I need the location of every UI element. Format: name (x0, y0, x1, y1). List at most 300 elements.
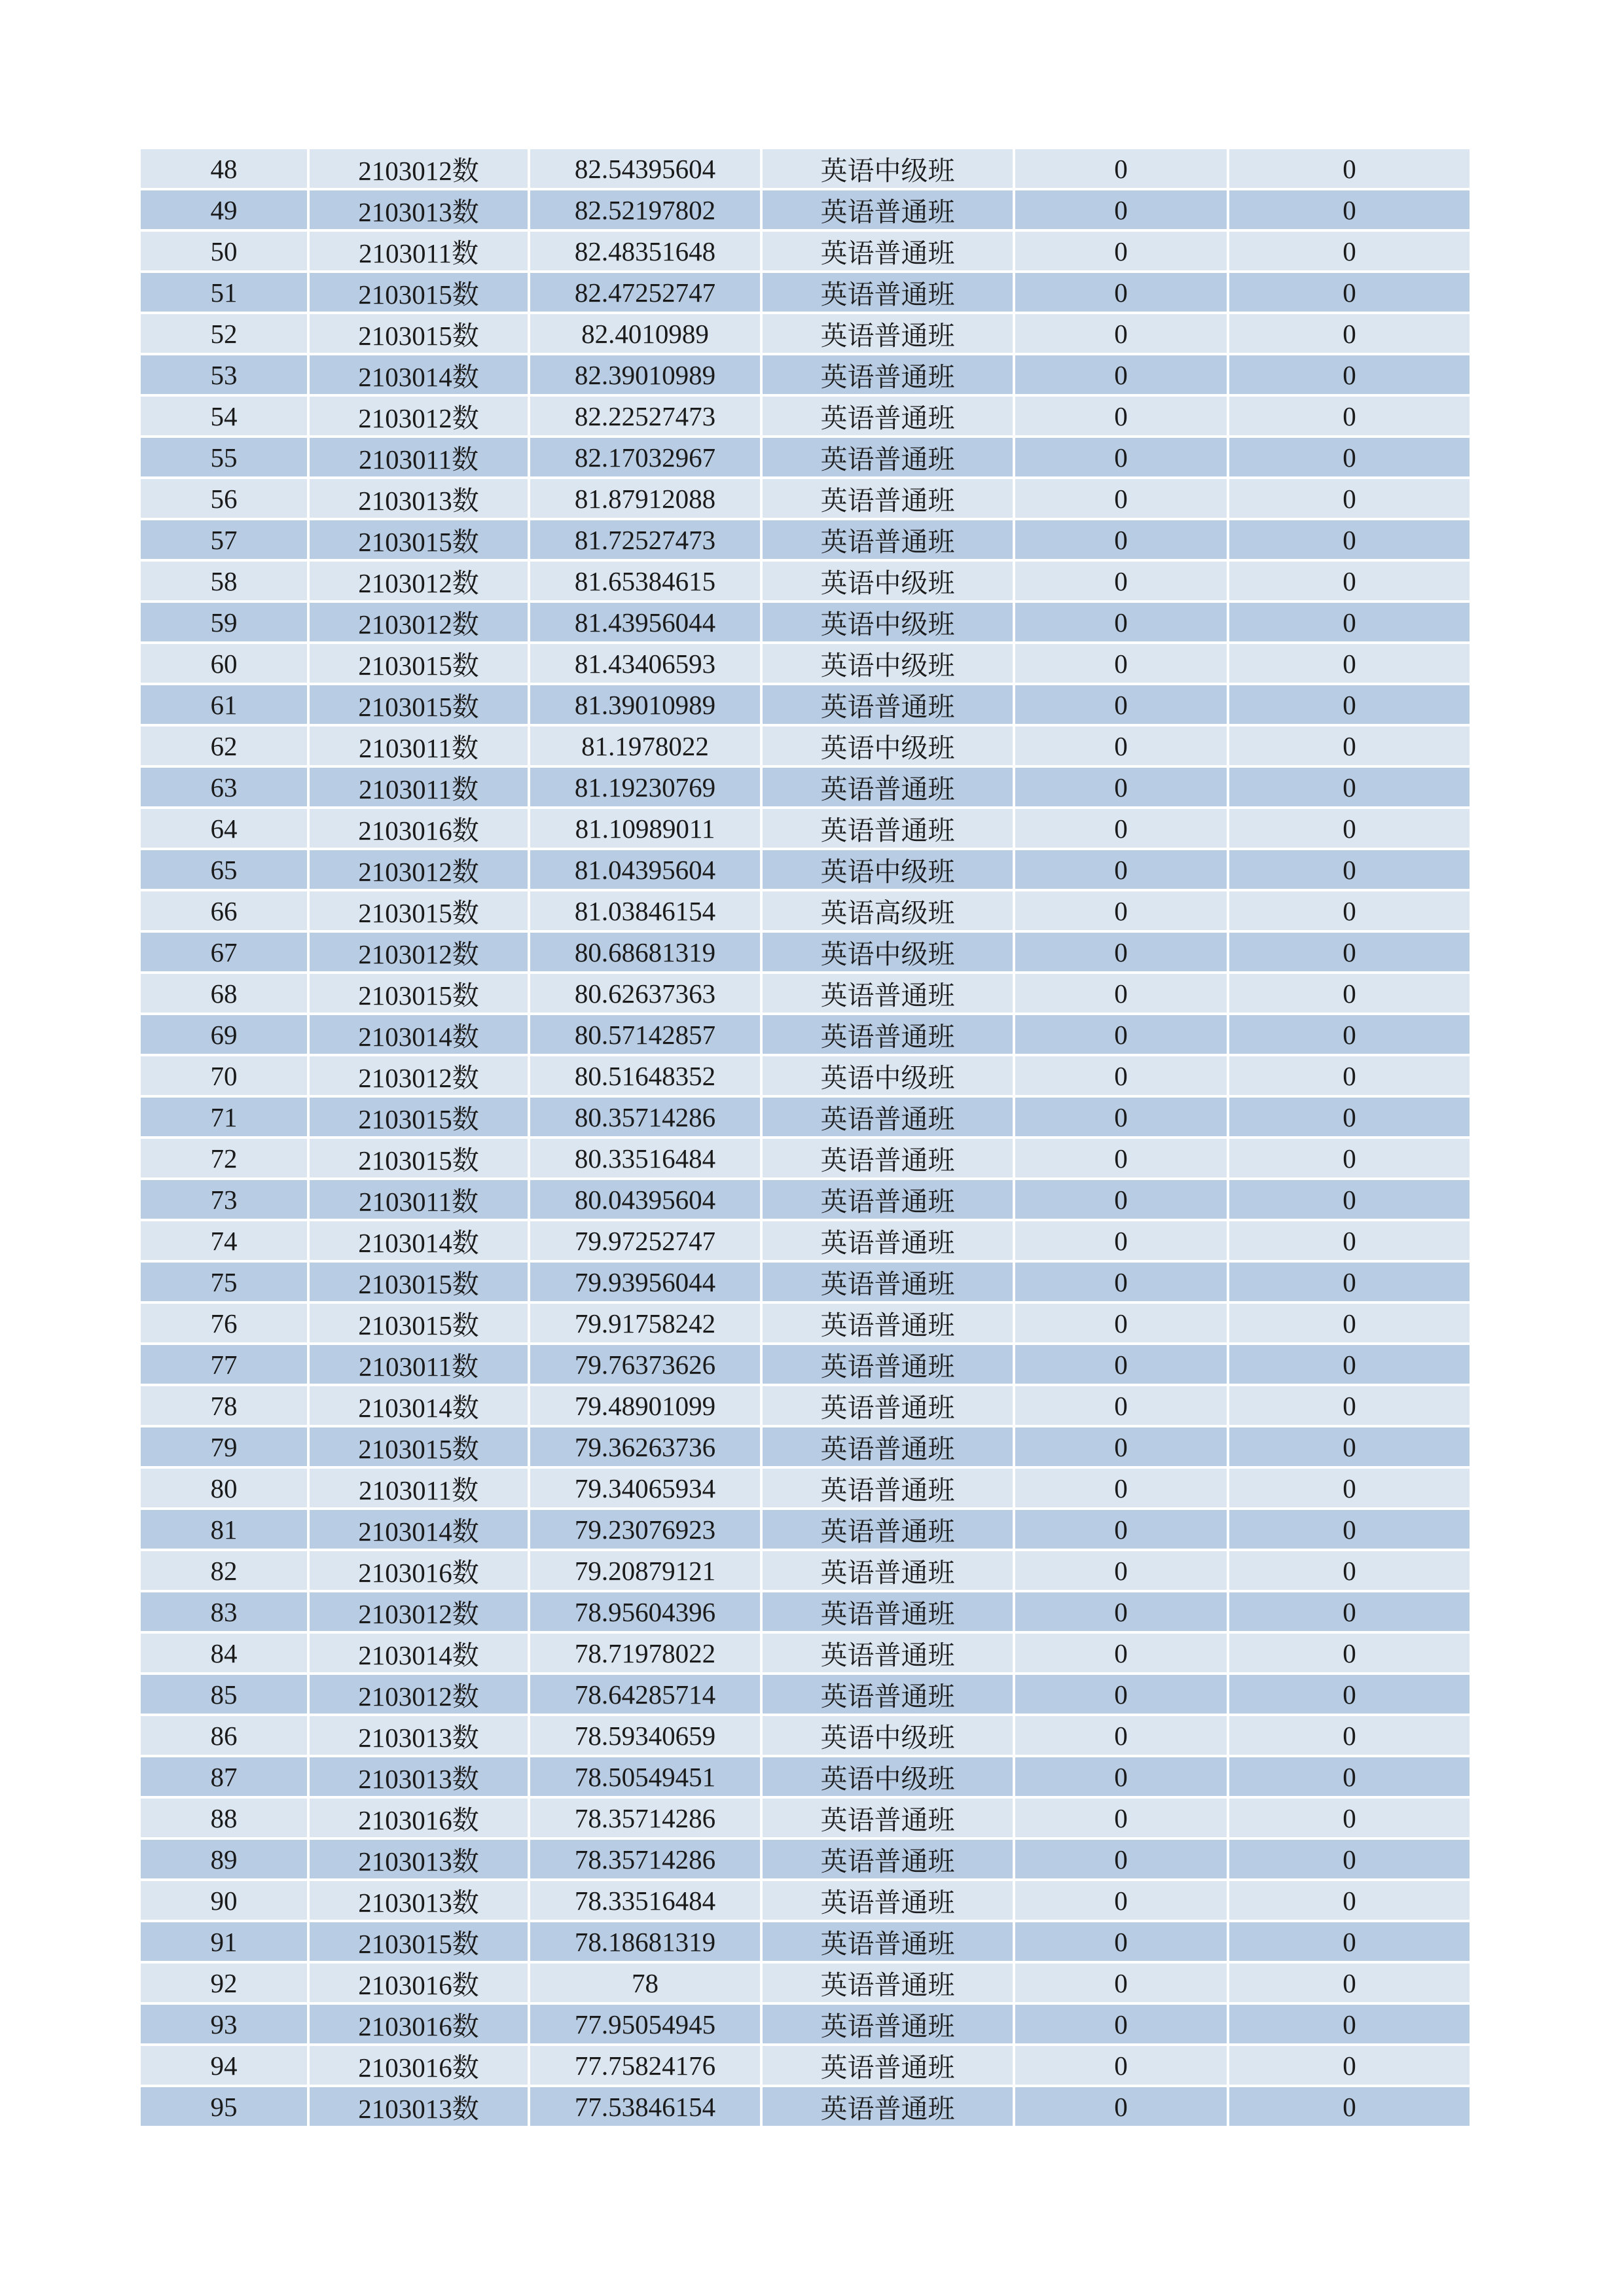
value-a-cell: 0 (1015, 1964, 1229, 2005)
score-cell: 82.52197802 (530, 190, 763, 232)
value-a-cell: 0 (1015, 273, 1229, 314)
value-a-cell: 0 (1015, 768, 1229, 809)
score-cell: 82.4010989 (530, 314, 763, 355)
table-row (141, 190, 1470, 232)
english-level-cell: 英语普通班 (763, 1345, 1015, 1386)
score-cell: 79.34065934 (530, 1469, 763, 1510)
english-level-cell: 英语普通班 (763, 1551, 1015, 1592)
table-row (141, 1469, 1470, 1510)
class-id-cell: 2103012数 (310, 397, 530, 438)
rank-cell: 64 (141, 809, 310, 850)
value-b-cell: 0 (1229, 273, 1470, 314)
rank-cell: 56 (141, 479, 310, 520)
rank-cell: 81 (141, 1510, 310, 1551)
rank-cell: 80 (141, 1469, 310, 1510)
english-level-cell: 英语普通班 (763, 520, 1015, 562)
table-row (141, 1592, 1470, 1634)
value-a-cell: 0 (1015, 1139, 1229, 1180)
rank-cell: 73 (141, 1180, 310, 1221)
score-cell: 80.35714286 (530, 1098, 763, 1139)
table-row (141, 1716, 1470, 1757)
value-a-cell: 0 (1015, 1716, 1229, 1757)
value-a-cell: 0 (1015, 1675, 1229, 1716)
class-id-cell: 2103015数 (310, 685, 530, 726)
value-a-cell: 0 (1015, 479, 1229, 520)
score-cell: 79.93956044 (530, 1263, 763, 1304)
english-level-cell: 英语普通班 (763, 1180, 1015, 1221)
value-a-cell: 0 (1015, 438, 1229, 479)
score-cell: 78.35714286 (530, 1840, 763, 1881)
score-cell: 82.54395604 (530, 149, 763, 190)
table-row (141, 1881, 1470, 1922)
rank-cell: 52 (141, 314, 310, 355)
class-id-cell: 2103013数 (310, 190, 530, 232)
class-id-cell: 2103015数 (310, 974, 530, 1015)
english-level-cell: 英语普通班 (763, 1510, 1015, 1551)
value-a-cell: 0 (1015, 1592, 1229, 1634)
value-a-cell: 0 (1015, 1386, 1229, 1427)
value-b-cell: 0 (1229, 190, 1470, 232)
class-id-cell: 2103011数 (310, 1180, 530, 1221)
rank-cell: 77 (141, 1345, 310, 1386)
rank-cell: 61 (141, 685, 310, 726)
value-a-cell: 0 (1015, 2046, 1229, 2087)
rank-cell: 67 (141, 933, 310, 974)
value-b-cell: 0 (1229, 438, 1470, 479)
score-cell: 78.71978022 (530, 1634, 763, 1675)
table-row (141, 1345, 1470, 1386)
value-a-cell: 0 (1015, 1469, 1229, 1510)
rank-cell: 82 (141, 1551, 310, 1592)
english-level-cell: 英语普通班 (763, 1139, 1015, 1180)
score-cell: 78.50549451 (530, 1757, 763, 1799)
table-row (141, 1304, 1470, 1345)
class-id-cell: 2103012数 (310, 1056, 530, 1098)
english-level-cell: 英语中级班 (763, 1056, 1015, 1098)
english-level-cell: 英语普通班 (763, 809, 1015, 850)
english-level-cell: 英语普通班 (763, 2046, 1015, 2087)
value-b-cell: 0 (1229, 562, 1470, 603)
value-b-cell: 0 (1229, 520, 1470, 562)
english-level-cell: 英语中级班 (763, 1757, 1015, 1799)
rank-cell: 93 (141, 2005, 310, 2046)
class-id-cell: 2103014数 (310, 355, 530, 397)
table-row (141, 1180, 1470, 1221)
value-b-cell: 0 (1229, 809, 1470, 850)
score-cell: 77.75824176 (530, 2046, 763, 2087)
rank-cell: 83 (141, 1592, 310, 1634)
value-b-cell: 0 (1229, 974, 1470, 1015)
table-row (141, 562, 1470, 603)
english-level-cell: 英语中级班 (763, 1716, 1015, 1757)
table-row (141, 314, 1470, 355)
score-cell: 80.04395604 (530, 1180, 763, 1221)
table-row (141, 1098, 1470, 1139)
ranking-sheet (141, 149, 1470, 2128)
english-level-cell: 英语普通班 (763, 685, 1015, 726)
english-level-cell: 英语普通班 (763, 479, 1015, 520)
value-b-cell: 0 (1229, 1592, 1470, 1634)
table-body (141, 149, 1470, 2128)
value-b-cell: 0 (1229, 2046, 1470, 2087)
rank-cell: 54 (141, 397, 310, 438)
class-id-cell: 2103012数 (310, 850, 530, 891)
class-id-cell: 2103015数 (310, 314, 530, 355)
class-id-cell: 2103011数 (310, 1345, 530, 1386)
value-b-cell: 0 (1229, 1551, 1470, 1592)
table-row (141, 2087, 1470, 2128)
rank-cell: 95 (141, 2087, 310, 2128)
value-b-cell: 0 (1229, 1180, 1470, 1221)
class-id-cell: 2103016数 (310, 1799, 530, 1840)
table-row (141, 273, 1470, 314)
value-a-cell: 0 (1015, 1263, 1229, 1304)
table-row (141, 1263, 1470, 1304)
english-level-cell: 英语普通班 (763, 355, 1015, 397)
value-a-cell: 0 (1015, 1881, 1229, 1922)
value-a-cell: 0 (1015, 1757, 1229, 1799)
english-level-cell: 英语普通班 (763, 273, 1015, 314)
value-b-cell: 0 (1229, 1015, 1470, 1056)
value-a-cell: 0 (1015, 1634, 1229, 1675)
value-a-cell: 0 (1015, 355, 1229, 397)
class-id-cell: 2103012数 (310, 1592, 530, 1634)
rank-cell: 68 (141, 974, 310, 1015)
value-b-cell: 0 (1229, 1881, 1470, 1922)
rank-cell: 74 (141, 1221, 310, 1263)
english-level-cell: 英语普通班 (763, 1799, 1015, 1840)
class-id-cell: 2103013数 (310, 1757, 530, 1799)
ranking-table (141, 149, 1470, 2128)
rank-cell: 78 (141, 1386, 310, 1427)
value-b-cell: 0 (1229, 603, 1470, 644)
table-row (141, 355, 1470, 397)
table-row (141, 1551, 1470, 1592)
table-row (141, 1221, 1470, 1263)
english-level-cell: 英语普通班 (763, 1263, 1015, 1304)
value-a-cell: 0 (1015, 314, 1229, 355)
rank-cell: 63 (141, 768, 310, 809)
class-id-cell: 2103012数 (310, 933, 530, 974)
class-id-cell: 2103016数 (310, 2005, 530, 2046)
rank-cell: 59 (141, 603, 310, 644)
rank-cell: 51 (141, 273, 310, 314)
table-row (141, 1964, 1470, 2005)
class-id-cell: 2103016数 (310, 809, 530, 850)
class-id-cell: 2103015数 (310, 1427, 530, 1469)
value-b-cell: 0 (1229, 1221, 1470, 1263)
table-row (141, 232, 1470, 273)
english-level-cell: 英语普通班 (763, 190, 1015, 232)
english-level-cell: 英语普通班 (763, 1964, 1015, 2005)
value-a-cell: 0 (1015, 685, 1229, 726)
table-row (141, 685, 1470, 726)
class-id-cell: 2103014数 (310, 1510, 530, 1551)
rank-cell: 87 (141, 1757, 310, 1799)
score-cell: 79.36263736 (530, 1427, 763, 1469)
table-row (141, 1427, 1470, 1469)
class-id-cell: 2103015数 (310, 1304, 530, 1345)
value-a-cell: 0 (1015, 397, 1229, 438)
table-row (141, 2046, 1470, 2087)
value-a-cell: 0 (1015, 1427, 1229, 1469)
value-a-cell: 0 (1015, 2087, 1229, 2128)
rank-cell: 90 (141, 1881, 310, 1922)
rank-cell: 91 (141, 1922, 310, 1964)
value-a-cell: 0 (1015, 644, 1229, 685)
value-b-cell: 0 (1229, 397, 1470, 438)
rank-cell: 75 (141, 1263, 310, 1304)
rank-cell: 55 (141, 438, 310, 479)
table-row (141, 1015, 1470, 1056)
score-cell: 77.53846154 (530, 2087, 763, 2128)
value-a-cell: 0 (1015, 1015, 1229, 1056)
english-level-cell: 英语普通班 (763, 1840, 1015, 1881)
value-a-cell: 0 (1015, 520, 1229, 562)
rank-cell: 86 (141, 1716, 310, 1757)
rank-cell: 62 (141, 726, 310, 768)
value-a-cell: 0 (1015, 1510, 1229, 1551)
english-level-cell: 英语中级班 (763, 644, 1015, 685)
value-a-cell: 0 (1015, 603, 1229, 644)
english-level-cell: 英语普通班 (763, 1469, 1015, 1510)
rank-cell: 58 (141, 562, 310, 603)
value-b-cell: 0 (1229, 1304, 1470, 1345)
class-id-cell: 2103014数 (310, 1015, 530, 1056)
english-level-cell: 英语中级班 (763, 562, 1015, 603)
score-cell: 81.72527473 (530, 520, 763, 562)
value-a-cell: 0 (1015, 726, 1229, 768)
class-id-cell: 2103011数 (310, 726, 530, 768)
english-level-cell: 英语普通班 (763, 768, 1015, 809)
value-a-cell: 0 (1015, 2005, 1229, 2046)
table-row (141, 1386, 1470, 1427)
class-id-cell: 2103015数 (310, 1098, 530, 1139)
class-id-cell: 2103013数 (310, 1840, 530, 1881)
english-level-cell: 英语中级班 (763, 603, 1015, 644)
score-cell: 80.68681319 (530, 933, 763, 974)
english-level-cell: 英语普通班 (763, 438, 1015, 479)
class-id-cell: 2103012数 (310, 603, 530, 644)
score-cell: 81.43406593 (530, 644, 763, 685)
english-level-cell: 英语普通班 (763, 974, 1015, 1015)
table-row (141, 768, 1470, 809)
score-cell: 79.20879121 (530, 1551, 763, 1592)
score-cell: 79.91758242 (530, 1304, 763, 1345)
table-row (141, 1757, 1470, 1799)
value-b-cell: 0 (1229, 644, 1470, 685)
value-b-cell: 0 (1229, 726, 1470, 768)
table-row (141, 1922, 1470, 1964)
class-id-cell: 2103015数 (310, 644, 530, 685)
value-b-cell: 0 (1229, 1510, 1470, 1551)
value-b-cell: 0 (1229, 1922, 1470, 1964)
value-b-cell: 0 (1229, 2005, 1470, 2046)
english-level-cell: 英语普通班 (763, 1881, 1015, 1922)
table-row (141, 1056, 1470, 1098)
rank-cell: 53 (141, 355, 310, 397)
english-level-cell: 英语普通班 (763, 1922, 1015, 1964)
rank-cell: 72 (141, 1139, 310, 1180)
table-row (141, 933, 1470, 974)
score-cell: 80.33516484 (530, 1139, 763, 1180)
rank-cell: 76 (141, 1304, 310, 1345)
value-b-cell: 0 (1229, 891, 1470, 933)
value-b-cell: 0 (1229, 1098, 1470, 1139)
table-row (141, 809, 1470, 850)
class-id-cell: 2103016数 (310, 1551, 530, 1592)
score-cell: 79.76373626 (530, 1345, 763, 1386)
value-a-cell: 0 (1015, 190, 1229, 232)
english-level-cell: 英语普通班 (763, 1427, 1015, 1469)
value-b-cell: 0 (1229, 1964, 1470, 2005)
value-b-cell: 0 (1229, 850, 1470, 891)
value-a-cell: 0 (1015, 1098, 1229, 1139)
table-row (141, 1675, 1470, 1716)
class-id-cell: 2103013数 (310, 2087, 530, 2128)
score-cell: 78.95604396 (530, 1592, 763, 1634)
value-b-cell: 0 (1229, 1799, 1470, 1840)
value-b-cell: 0 (1229, 1469, 1470, 1510)
rank-cell: 57 (141, 520, 310, 562)
score-cell: 82.39010989 (530, 355, 763, 397)
english-level-cell: 英语普通班 (763, 397, 1015, 438)
score-cell: 78.33516484 (530, 1881, 763, 1922)
value-a-cell: 0 (1015, 149, 1229, 190)
english-level-cell: 英语高级班 (763, 891, 1015, 933)
table-row (141, 479, 1470, 520)
score-cell: 81.43956044 (530, 603, 763, 644)
score-cell: 77.95054945 (530, 2005, 763, 2046)
score-cell: 78 (530, 1964, 763, 2005)
table-row (141, 1840, 1470, 1881)
value-b-cell: 0 (1229, 1675, 1470, 1716)
english-level-cell: 英语普通班 (763, 2087, 1015, 2128)
value-a-cell: 0 (1015, 1345, 1229, 1386)
score-cell: 81.03846154 (530, 891, 763, 933)
score-cell: 78.35714286 (530, 1799, 763, 1840)
english-level-cell: 英语普通班 (763, 232, 1015, 273)
rank-cell: 49 (141, 190, 310, 232)
english-level-cell: 英语普通班 (763, 1098, 1015, 1139)
class-id-cell: 2103014数 (310, 1386, 530, 1427)
value-b-cell: 0 (1229, 933, 1470, 974)
score-cell: 81.65384615 (530, 562, 763, 603)
class-id-cell: 2103015数 (310, 273, 530, 314)
table-row (141, 726, 1470, 768)
rank-cell: 70 (141, 1056, 310, 1098)
class-id-cell: 2103011数 (310, 768, 530, 809)
value-a-cell: 0 (1015, 1551, 1229, 1592)
english-level-cell: 英语中级班 (763, 933, 1015, 974)
table-row (141, 397, 1470, 438)
table-row (141, 2005, 1470, 2046)
value-b-cell: 0 (1229, 314, 1470, 355)
class-id-cell: 2103011数 (310, 232, 530, 273)
value-b-cell: 0 (1229, 768, 1470, 809)
value-b-cell: 0 (1229, 1139, 1470, 1180)
rank-cell: 89 (141, 1840, 310, 1881)
english-level-cell: 英语普通班 (763, 1675, 1015, 1716)
value-a-cell: 0 (1015, 1304, 1229, 1345)
rank-cell: 84 (141, 1634, 310, 1675)
value-b-cell: 0 (1229, 149, 1470, 190)
class-id-cell: 2103013数 (310, 1881, 530, 1922)
value-a-cell: 0 (1015, 232, 1229, 273)
score-cell: 81.19230769 (530, 768, 763, 809)
class-id-cell: 2103011数 (310, 438, 530, 479)
class-id-cell: 2103014数 (310, 1634, 530, 1675)
english-level-cell: 英语普通班 (763, 1015, 1015, 1056)
english-level-cell: 英语普通班 (763, 1304, 1015, 1345)
english-level-cell: 英语普通班 (763, 314, 1015, 355)
class-id-cell: 2103013数 (310, 479, 530, 520)
rank-cell: 79 (141, 1427, 310, 1469)
value-a-cell: 0 (1015, 974, 1229, 1015)
score-cell: 82.47252747 (530, 273, 763, 314)
value-b-cell: 0 (1229, 685, 1470, 726)
english-level-cell: 英语普通班 (763, 1221, 1015, 1263)
score-cell: 81.04395604 (530, 850, 763, 891)
value-a-cell: 0 (1015, 1221, 1229, 1263)
value-b-cell: 0 (1229, 1757, 1470, 1799)
score-cell: 79.97252747 (530, 1221, 763, 1263)
score-cell: 80.62637363 (530, 974, 763, 1015)
value-b-cell: 0 (1229, 1345, 1470, 1386)
english-level-cell: 英语普通班 (763, 1634, 1015, 1675)
rank-cell: 71 (141, 1098, 310, 1139)
value-a-cell: 0 (1015, 1840, 1229, 1881)
table-row (141, 891, 1470, 933)
rank-cell: 69 (141, 1015, 310, 1056)
table-row (141, 1510, 1470, 1551)
value-b-cell: 0 (1229, 1263, 1470, 1304)
score-cell: 80.57142857 (530, 1015, 763, 1056)
score-cell: 81.1978022 (530, 726, 763, 768)
rank-cell: 48 (141, 149, 310, 190)
value-a-cell: 0 (1015, 809, 1229, 850)
class-id-cell: 2103015数 (310, 1922, 530, 1964)
value-a-cell: 0 (1015, 562, 1229, 603)
class-id-cell: 2103015数 (310, 520, 530, 562)
english-level-cell: 英语中级班 (763, 850, 1015, 891)
english-level-cell: 英语中级班 (763, 726, 1015, 768)
value-a-cell: 0 (1015, 1180, 1229, 1221)
class-id-cell: 2103015数 (310, 1139, 530, 1180)
table-row (141, 850, 1470, 891)
score-cell: 82.48351648 (530, 232, 763, 273)
class-id-cell: 2103016数 (310, 1964, 530, 2005)
value-b-cell: 0 (1229, 232, 1470, 273)
score-cell: 82.22527473 (530, 397, 763, 438)
class-id-cell: 2103011数 (310, 1469, 530, 1510)
value-a-cell: 0 (1015, 850, 1229, 891)
value-b-cell: 0 (1229, 1386, 1470, 1427)
table-row (141, 438, 1470, 479)
table-row (141, 1634, 1470, 1675)
rank-cell: 85 (141, 1675, 310, 1716)
class-id-cell: 2103012数 (310, 1675, 530, 1716)
table-row (141, 1799, 1470, 1840)
class-id-cell: 2103014数 (310, 1221, 530, 1263)
score-cell: 79.48901099 (530, 1386, 763, 1427)
value-a-cell: 0 (1015, 891, 1229, 933)
value-a-cell: 0 (1015, 1922, 1229, 1964)
table-row (141, 974, 1470, 1015)
score-cell: 79.23076923 (530, 1510, 763, 1551)
rank-cell: 94 (141, 2046, 310, 2087)
rank-cell: 50 (141, 232, 310, 273)
